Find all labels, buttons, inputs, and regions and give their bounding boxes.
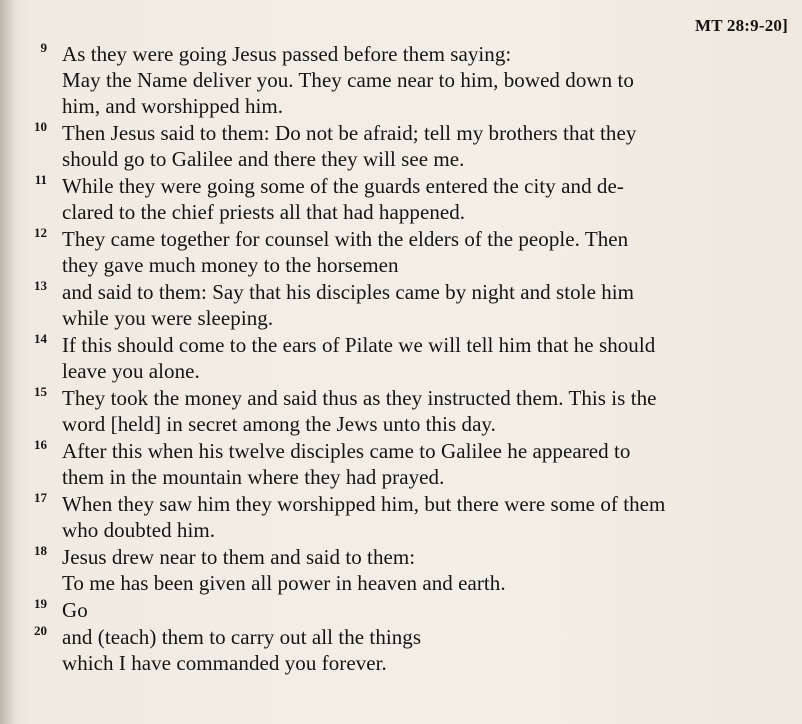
verse-text: Jesus drew near to them and said to them: To me has been given all power in heaven and earth.: [62, 545, 506, 595]
verse-text: They took the money and said thus as they instructed them. This is the word [held] in secret among the Jews unto this day.: [62, 386, 657, 436]
verse-number: 9: [40, 40, 47, 55]
verse-number: 10: [34, 119, 47, 134]
verse-9: [0, 41, 802, 119]
verse-10: [0, 120, 802, 172]
verse-number: 20: [34, 623, 47, 638]
verse-text: While they were going some of the guards entered the city and de- clared to the chief priests all that had happened.: [62, 174, 624, 224]
verse-13: [0, 279, 802, 331]
verse-number: 19: [34, 596, 47, 611]
verse-11: [0, 173, 802, 225]
verse-16: [0, 438, 802, 490]
verse-text: Go: [62, 598, 88, 622]
verse-number: 15: [34, 384, 47, 399]
verse-20: [0, 624, 802, 676]
verse-19: [0, 597, 802, 623]
verse-18: [0, 544, 802, 596]
verse-number: 12: [34, 225, 47, 240]
verse-number: 11: [34, 172, 47, 187]
verse-text: After this when his twelve disciples came to Galilee he appeared to them in the mountain where they had prayed.: [62, 439, 631, 489]
verse-number: 13: [34, 278, 47, 293]
verse-text: When they saw him they worshipped him, but there were some of them who doubted him.: [62, 492, 666, 542]
verse-text: Then Jesus said to them: Do not be afraid; tell my brothers that they should go to Galilee and there they will see me.: [62, 121, 637, 171]
verse-text: and said to them: Say that his disciples came by night and stole him while you were sleeping.: [62, 280, 635, 330]
verse-number: 16: [34, 437, 47, 452]
verse-14: [0, 332, 802, 384]
verse-number: 18: [34, 543, 47, 558]
verse-text: They came together for counsel with the elders of the people. Then they gave much money to the horsemen: [62, 227, 629, 277]
verse-text: As they were going Jesus passed before them saying: May the Name deliver you. They came near to him, bowed down to him, and worshipped him.: [62, 42, 634, 118]
verse-number: 14: [34, 331, 47, 346]
verse-17: [0, 491, 802, 543]
verse-15: [0, 385, 802, 437]
verse-text: If this should come to the ears of Pilate we will tell him that he should leave you alone.: [62, 333, 656, 383]
verse-text: and (teach) them to carry out all the things which I have commanded you forever.: [62, 625, 422, 675]
verse-list: [0, 41, 802, 677]
verse-number: 17: [34, 490, 47, 505]
running-header-reference: MT 28:9-20]: [694, 16, 788, 35]
verse-12: [0, 226, 802, 278]
